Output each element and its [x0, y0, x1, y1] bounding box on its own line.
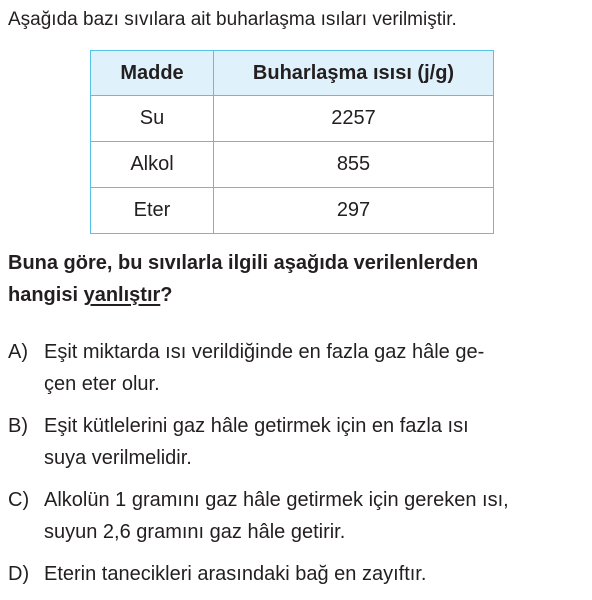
- question-line-2: [8, 279, 584, 311]
- option-letter: D): [8, 563, 30, 585]
- option-letter: C): [8, 489, 30, 511]
- option-text: [44, 558, 578, 590]
- table-cell-heat: 297: [214, 188, 494, 234]
- table-header-row: [91, 51, 494, 96]
- option-line: Eşit kütlelerini gaz hâle getirmek için en fazla ısı: [44, 415, 469, 437]
- option-line: Eterin tanecikleri arasındaki bağ en zayıftır.: [44, 563, 427, 585]
- table-row: [91, 96, 494, 142]
- option-a[interactable]: [8, 336, 578, 400]
- option-d[interactable]: [8, 558, 578, 590]
- option-text: [44, 336, 578, 400]
- column-header-substance: Madde: [91, 51, 214, 96]
- column-header-heat: Buharlaşma ısısı (j/g): [214, 51, 494, 96]
- table-cell-substance: Eter: [91, 188, 214, 234]
- option-line: suyun 2,6 gramını gaz hâle getirir.: [44, 521, 346, 543]
- question-line-1: Buna göre, bu sıvılarla ilgili aşağıda verilenlerden: [8, 252, 479, 274]
- table-cell-substance: Su: [91, 96, 214, 142]
- question-prefix: hangisi: [8, 284, 84, 306]
- option-letter: B): [8, 415, 28, 437]
- option-line: çen eter olur.: [44, 373, 160, 395]
- table-cell-heat: 855: [214, 142, 494, 188]
- option-c[interactable]: [8, 484, 578, 548]
- table-row: [91, 188, 494, 234]
- option-line: suya verilmelidir.: [44, 447, 192, 469]
- option-text: [44, 410, 578, 474]
- option-text: [44, 484, 578, 548]
- question-text: [8, 247, 584, 311]
- vaporization-heat-table: [90, 50, 494, 234]
- option-b[interactable]: [8, 410, 578, 474]
- question-keyword: yanlıştır: [83, 284, 161, 306]
- intro-text: Aşağıda bazı sıvılara ait buharlaşma ısıları verilmiştir.: [8, 9, 457, 30]
- table-cell-heat: 2257: [214, 96, 494, 142]
- question-suffix: ?: [160, 284, 173, 306]
- option-letter: A): [8, 341, 28, 363]
- option-line: Eşit miktarda ısı verildiğinde en fazla gaz hâle ge-: [44, 341, 485, 363]
- option-line: Alkolün 1 gramını gaz hâle getirmek için gereken ısı,: [44, 489, 509, 511]
- table-row: [91, 142, 494, 188]
- table-cell-substance: Alkol: [91, 142, 214, 188]
